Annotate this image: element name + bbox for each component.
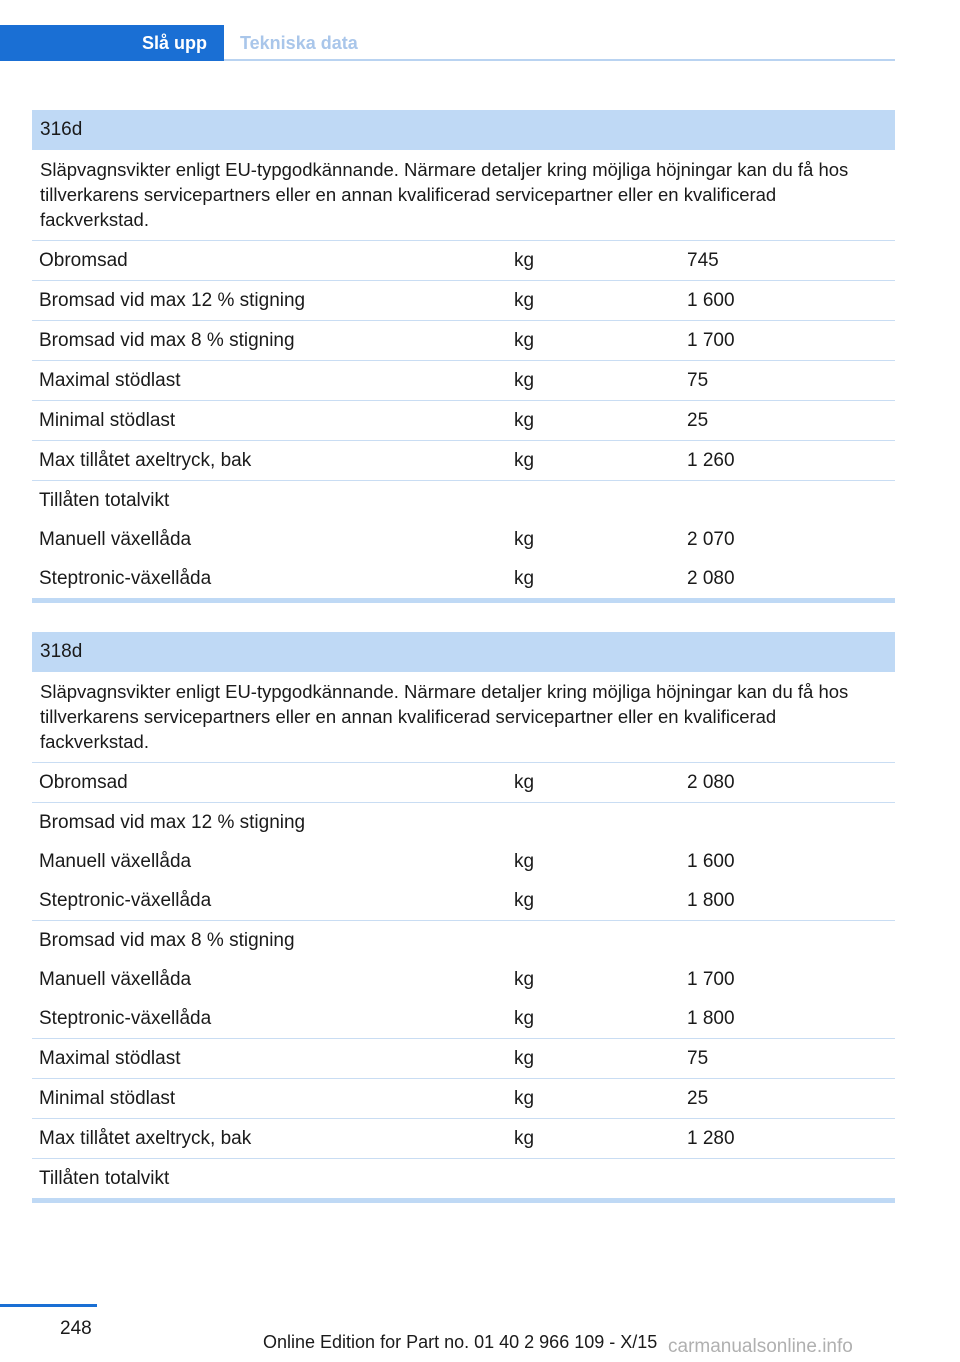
row-value: 75 — [687, 370, 709, 391]
table-row — [32, 281, 895, 321]
row-value: 2 080 — [687, 568, 735, 589]
row-value: 1 600 — [687, 851, 735, 872]
row-unit: kg — [514, 370, 535, 391]
row-label: Steptronic-växellåda — [39, 1008, 212, 1029]
table-group-header — [32, 803, 895, 842]
row-unit: kg — [514, 450, 535, 471]
row-unit: kg — [514, 851, 535, 872]
row-label: Obromsad — [39, 250, 128, 271]
row-label: Bromsad vid max 12 % stigning — [39, 290, 306, 311]
group-label: Tillåten totalvikt — [39, 490, 170, 511]
row-unit: kg — [514, 969, 535, 990]
row-unit: kg — [514, 529, 535, 550]
row-unit: kg — [514, 890, 535, 911]
group-label: Bromsad vid max 8 % stigning — [39, 930, 295, 951]
row-value: 1 280 — [687, 1128, 735, 1149]
table-row — [32, 960, 895, 999]
row-label: Max tillåtet axeltryck, bak — [39, 1128, 252, 1149]
edition-text: Online Edition for Part no. 01 40 2 966 109 - X/15 — [263, 1332, 658, 1352]
row-value: 25 — [687, 1088, 709, 1109]
section-end-bar — [32, 1198, 895, 1203]
header-divider — [224, 59, 895, 61]
row-value: 1 600 — [687, 290, 735, 311]
row-value: 75 — [687, 1048, 709, 1069]
table-row — [32, 1159, 895, 1198]
table-row — [32, 241, 895, 281]
row-value: 1 700 — [687, 969, 735, 990]
watermark: carmanualsonline.info — [668, 1336, 853, 1357]
row-value: 2 070 — [687, 529, 735, 550]
row-unit: kg — [514, 250, 535, 271]
row-value: 1 700 — [687, 330, 735, 351]
row-label: Maximal stödlast — [39, 370, 181, 391]
group-label: Bromsad vid max 12 % stigning — [39, 812, 306, 833]
row-unit: kg — [514, 1128, 535, 1149]
section-title-text: 316d — [40, 119, 83, 140]
page-number: 248 — [60, 1318, 92, 1339]
table-row — [32, 441, 895, 481]
tab-label: Slå upp — [141, 32, 207, 53]
section-description: Släpvagnsvikter enligt EU-typgodkännande. Närmare detaljer kring möjliga höjningar kan du få hos tillverkarens servicepartners eller en annan kvalificerad servicepartner eller en kvalificerad fackverkstad. — [32, 672, 895, 763]
row-label: Manuell växellåda — [39, 969, 192, 990]
tab-label: Tekniska data — [240, 32, 358, 53]
table-row — [32, 361, 895, 401]
table-row — [32, 520, 895, 559]
row-value: 2 080 — [687, 772, 735, 793]
table-row — [32, 763, 895, 803]
table-group-header — [32, 921, 895, 960]
table-row — [32, 1119, 895, 1159]
row-label: Manuell växellåda — [39, 851, 192, 872]
row-value: 25 — [687, 410, 709, 431]
table-row — [32, 842, 895, 881]
section-title — [32, 110, 895, 150]
table-row — [32, 1039, 895, 1079]
row-label: Maximal stödlast — [39, 1048, 181, 1069]
tab-tekniska-data[interactable] — [240, 25, 358, 61]
row-label: Steptronic-växellåda — [39, 568, 212, 589]
row-unit: kg — [514, 772, 535, 793]
tab-sla-upp[interactable] — [0, 25, 224, 61]
row-value: 1 260 — [687, 450, 735, 471]
row-label: Bromsad vid max 8 % stigning — [39, 330, 295, 351]
table-row — [32, 999, 895, 1039]
table-group-header — [32, 481, 895, 520]
row-label: Max tillåtet axeltryck, bak — [39, 450, 252, 471]
row-label: Tillåten totalvikt — [39, 1168, 170, 1189]
table-row — [32, 401, 895, 441]
section-end-bar — [32, 598, 895, 603]
row-label: Steptronic-växellåda — [39, 890, 212, 911]
row-unit: kg — [514, 410, 535, 431]
row-unit: kg — [514, 1048, 535, 1069]
row-value: 745 — [687, 250, 719, 271]
row-unit: kg — [514, 290, 535, 311]
top-navigation — [0, 0, 895, 62]
row-label: Obromsad — [39, 772, 128, 793]
section-318d — [32, 632, 895, 1203]
section-description: Släpvagnsvikter enligt EU-typgodkännande. Närmare detaljer kring möjliga höjningar kan du få hos tillverkarens servicepartners eller en annan kvalificerad servicepartner eller en kvalificerad fackverkstad. — [32, 150, 895, 241]
section-316d — [32, 110, 895, 603]
row-unit: kg — [514, 1088, 535, 1109]
row-label: Minimal stödlast — [39, 410, 176, 431]
table-row — [32, 321, 895, 361]
section-title-text: 318d — [40, 641, 83, 662]
row-unit: kg — [514, 568, 535, 589]
row-unit: kg — [514, 330, 535, 351]
table-row — [32, 559, 895, 598]
section-title — [32, 632, 895, 672]
row-value: 1 800 — [687, 1008, 735, 1029]
table-row — [32, 881, 895, 921]
row-value: 1 800 — [687, 890, 735, 911]
row-label: Minimal stödlast — [39, 1088, 176, 1109]
table-row — [32, 1079, 895, 1119]
row-label: Manuell växellåda — [39, 529, 192, 550]
footer-accent-line — [0, 1304, 97, 1307]
row-unit: kg — [514, 1008, 535, 1029]
